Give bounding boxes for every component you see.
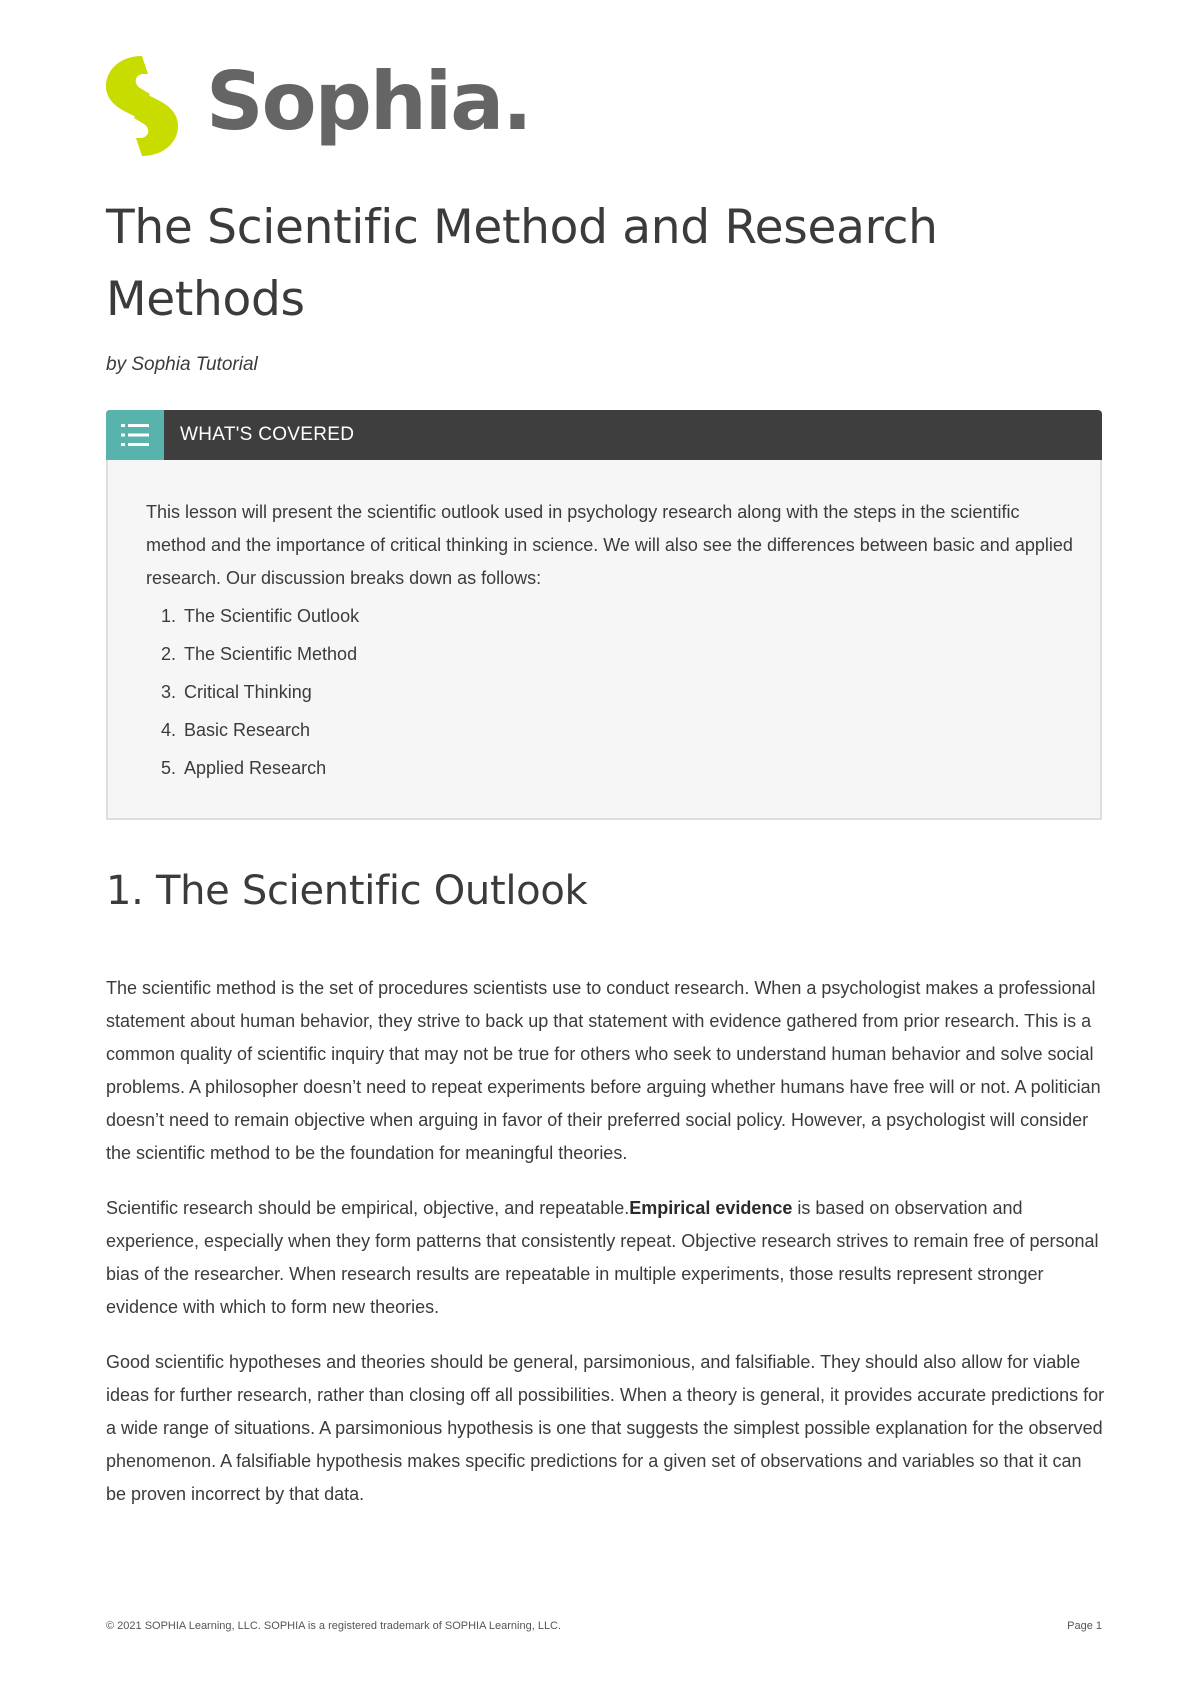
- page-title: The Scientific Method and Research Methods: [106, 200, 938, 327]
- section-body: [106, 972, 1106, 1533]
- key-term: Empirical evidence: [629, 1198, 793, 1218]
- covered-topic-label: Basic Research: [184, 720, 311, 740]
- list-icon: [106, 410, 164, 460]
- whats-covered-label: WHAT'S COVERED: [180, 424, 355, 445]
- covered-topic-number: 5.: [160, 758, 176, 778]
- covered-topic-number: 4.: [160, 720, 176, 740]
- whats-covered-intro: This lesson will present the scientific outlook used in psychology research along with the steps in the scientific method and the importance of critical thinking in science. We will also see the differences between basic and applied research. Our discussion breaks down as follows:: [146, 502, 1073, 588]
- sophia-logo: [104, 54, 531, 158]
- byline: by Sophia Tutorial: [106, 354, 258, 375]
- covered-topic-number: 3.: [160, 682, 176, 702]
- section-heading: 1. The Scientific Outlook: [106, 868, 588, 914]
- footer-copyright: © 2021 SOPHIA Learning, LLC. SOPHIA is a registered trademark of SOPHIA Learning, LLC.: [106, 1620, 562, 1632]
- sophia-logo-mark-icon: [104, 54, 180, 158]
- body-paragraph: Good scientific hypotheses and theories should be general, parsimonious, and falsifiable. They should also allow for viable ideas for further research, rather than closing off all possibilities. When a theory is general, it provides accurate predictions for a wide range of situations. A parsimonious hypothesis is one that suggests the simplest possible explanation for the observed phenomenon. A falsifiable hypothesis makes specific predictions for a given set of observations and variables so that it can be proven incorrect by that data.: [106, 1352, 1105, 1504]
- covered-topic-item: [146, 635, 1062, 673]
- covered-topic-item: [146, 711, 1062, 749]
- covered-topic-item: [146, 673, 1062, 711]
- paragraph-text: is based on observation and experience, especially when they form patterns that consistently repeat. Objective research strives to remain free of personal bias of the researcher. When research results are repeatable in multiple experiments, those results represent stronger evidence with which to form new theories.: [106, 1198, 1099, 1317]
- covered-topic-list: [146, 597, 1062, 787]
- covered-topic-item: [146, 749, 1062, 787]
- paragraph-text: Scientific research should be empirical, objective, and repeatable.: [106, 1198, 630, 1218]
- sophia-logo-wordmark: [206, 55, 531, 148]
- whats-covered-header: [106, 410, 1102, 460]
- brand-name: Sophia: [206, 55, 503, 148]
- covered-topic-item: [146, 597, 1062, 635]
- body-paragraph: The scientific method is the set of procedures scientists use to conduct research. When a psychologist makes a professional statement about human behavior, they strive to back up that statement with evidence gathered from prior research. This is a common quality of scientific inquiry that may not be true for others who seek to understand human behavior and solve social problems. A philosopher doesn’t need to repeat experiments before arguing whether humans have free will or not. A politician doesn’t need to remain objective when arguing in favor of their preferred social policy. However, a psychologist will consider the scientific method to be the foundation for meaningful theories.: [106, 978, 1101, 1163]
- page-number: Page 1: [1067, 1620, 1102, 1632]
- body-paragraph: [106, 1192, 1106, 1324]
- whats-covered-body: [106, 460, 1102, 820]
- covered-topic-label: The Scientific Outlook: [184, 606, 360, 626]
- whats-covered-box: [106, 410, 1102, 820]
- covered-topic-number: 1.: [160, 606, 176, 626]
- covered-topic-label: The Scientific Method: [184, 644, 358, 664]
- covered-topic-label: Applied Research: [184, 758, 327, 778]
- page-footer: [106, 1620, 1102, 1632]
- list-icon-glyph: [121, 423, 149, 447]
- covered-topic-number: 2.: [160, 644, 176, 664]
- covered-topic-label: Critical Thinking: [184, 682, 312, 702]
- brand-dot: .: [502, 55, 531, 148]
